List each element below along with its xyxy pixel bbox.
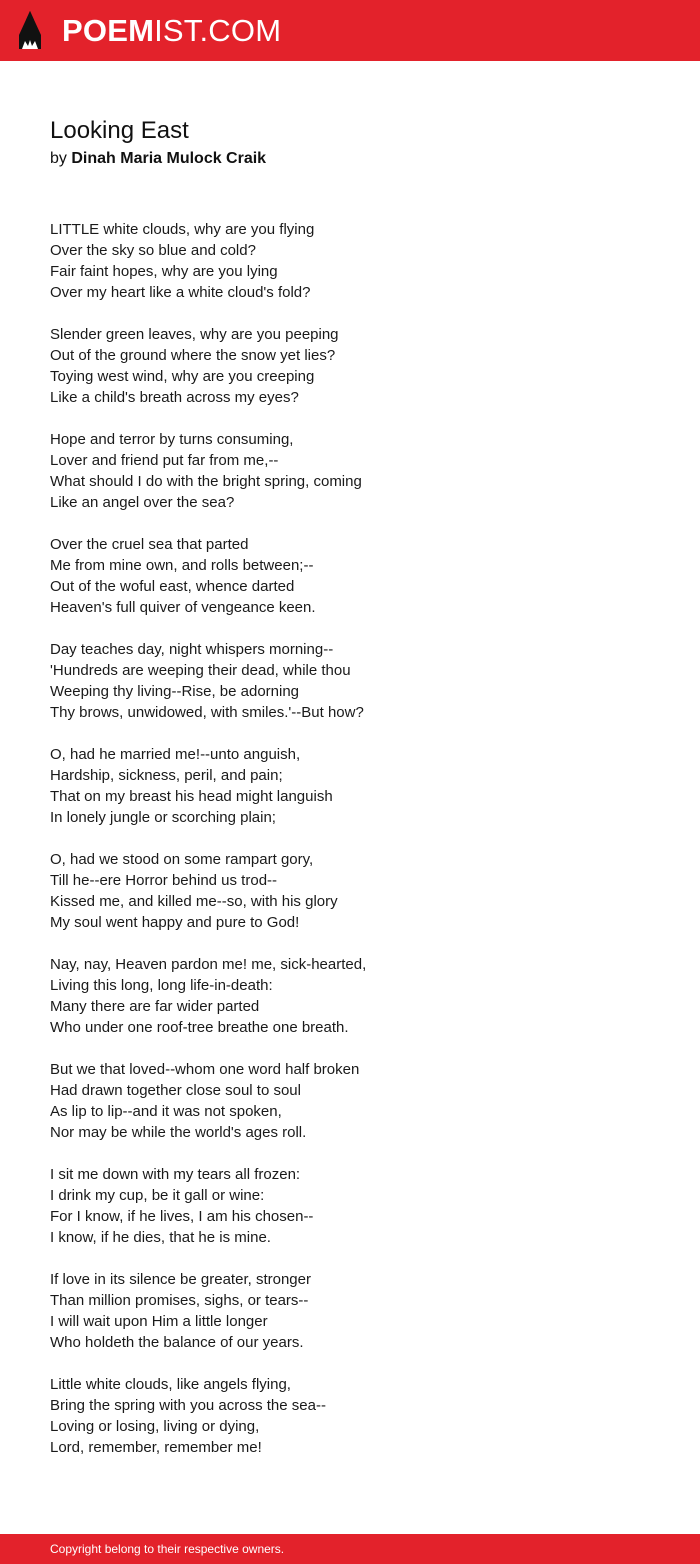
poem-stanza — [50, 639, 650, 723]
poem-line: Thy brows, unwidowed, with smiles.'--But how? — [50, 704, 364, 721]
poem-stanza — [50, 1374, 650, 1458]
poem-line: Loving or losing, living or dying, — [50, 1418, 260, 1435]
poem-line: What should I do with the bright spring, coming — [50, 473, 362, 490]
poem-line: For I know, if he lives, I am his chosen-- — [50, 1208, 314, 1225]
poem-line: Heaven's full quiver of vengeance keen. — [50, 599, 316, 616]
poem-line: 'Hundreds are weeping their dead, while thou — [50, 662, 351, 679]
poem-line: Living this long, long life-in-death: — [50, 977, 273, 994]
logo-strong-text: POEM — [62, 13, 155, 48]
poem-line: Many there are far wider parted — [50, 998, 260, 1015]
poem-line: My soul went happy and pure to God! — [50, 914, 300, 931]
poem-line: Who holdeth the balance of our years. — [50, 1334, 304, 1351]
poem-stanza — [50, 849, 650, 933]
poem-line: Over my heart like a white cloud's fold? — [50, 284, 311, 301]
poem-line: Toying west wind, why are you creeping — [50, 368, 315, 385]
poem-line: Who under one roof-tree breathe one breath. — [50, 1019, 349, 1036]
poem-line: O, had we stood on some rampart gory, — [50, 851, 314, 868]
poem-line: Kissed me, and killed me--so, with his glory — [50, 893, 338, 910]
poem-line: Than million promises, sighs, or tears-- — [50, 1292, 309, 1309]
poem-stanza — [50, 1269, 650, 1353]
poem-line: But we that loved--whom one word half broken — [50, 1061, 360, 1078]
poem-stanza — [50, 954, 650, 1038]
poem-line: Had drawn together close soul to soul — [50, 1082, 301, 1099]
poem-stanza — [50, 744, 650, 828]
poem-line: Lover and friend put far from me,-- — [50, 452, 279, 469]
poem-line: Me from mine own, and rolls between;-- — [50, 557, 314, 574]
poem-title: Looking East — [50, 117, 189, 144]
site-footer — [0, 1534, 700, 1564]
poem-line: Fair faint hopes, why are you lying — [50, 263, 278, 280]
poem-line: As lip to lip--and it was not spoken, — [50, 1103, 282, 1120]
poem-line: Lord, remember, remember me! — [50, 1439, 262, 1456]
logo-light-text: IST.COM — [154, 13, 282, 48]
poem-line: I drink my cup, be it gall or wine: — [50, 1187, 265, 1204]
poem-stanza — [50, 1059, 650, 1143]
poem-stanza — [50, 324, 650, 408]
poem-line: Hardship, sickness, peril, and pain; — [50, 767, 283, 784]
poem-byline — [50, 148, 266, 170]
poem-line: Weeping thy living--Rise, be adorning — [50, 683, 300, 700]
poem-line: Till he--ere Horror behind us trod-- — [50, 872, 278, 889]
poem-line: Day teaches day, night whispers morning-- — [50, 641, 334, 658]
poem-line: I will wait upon Him a little longer — [50, 1313, 268, 1330]
poem-line: Like an angel over the sea? — [50, 494, 235, 511]
poem-line: Nay, nay, Heaven pardon me! me, sick-hearted, — [50, 956, 367, 973]
poem-line: Out of the woful east, whence darted — [50, 578, 295, 595]
poem-line: I know, if he dies, that he is mine. — [50, 1229, 271, 1246]
poem-line: Out of the ground where the snow yet lies? — [50, 347, 336, 364]
poem-stanza — [50, 534, 650, 618]
author-link[interactable]: Dinah Maria Mulock Craik — [71, 150, 267, 167]
poem-stanza — [50, 429, 650, 513]
by-label: by — [50, 150, 67, 167]
poem-line: Hope and terror by turns consuming, — [50, 431, 294, 448]
poem-line: Bring the spring with you across the sea-- — [50, 1397, 326, 1414]
poem-line: Over the cruel sea that parted — [50, 536, 249, 553]
poem-line: Nor may be while the world's ages roll. — [50, 1124, 307, 1141]
poem-stanza — [50, 219, 650, 303]
poem-line: Slender green leaves, why are you peeping — [50, 326, 339, 343]
poem-line: In lonely jungle or scorching plain; — [50, 809, 276, 826]
poem-line: I sit me down with my tears all frozen: — [50, 1166, 301, 1183]
poem-line: Over the sky so blue and cold? — [50, 242, 256, 259]
poem-stanza — [50, 1164, 650, 1248]
site-header — [0, 0, 700, 61]
poem-line: If love in its silence be greater, stronger — [50, 1271, 311, 1288]
copyright-text: Copyright belong to their respective owners. — [50, 1542, 285, 1556]
poem-line: Little white clouds, like angels flying, — [50, 1376, 291, 1393]
pencil-icon — [18, 10, 42, 50]
site-logo[interactable] — [62, 12, 281, 50]
poem-line: LITTLE white clouds, why are you flying — [50, 221, 315, 238]
poem-line: That on my breast his head might languish — [50, 788, 333, 805]
poem-line: O, had he married me!--unto anguish, — [50, 746, 301, 763]
poem-line: Like a child's breath across my eyes? — [50, 389, 299, 406]
poem-body — [50, 219, 650, 1479]
